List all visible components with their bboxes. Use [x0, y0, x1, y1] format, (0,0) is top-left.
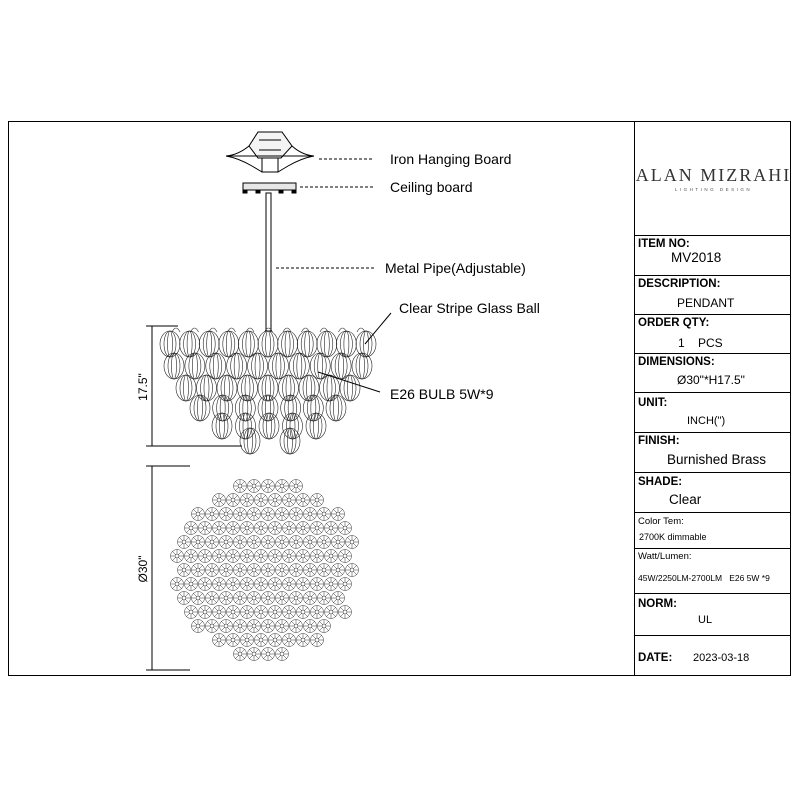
flower-rosette	[276, 564, 289, 577]
flower-rosette	[290, 564, 303, 577]
flower-rosette	[276, 620, 289, 633]
flower-rosette	[220, 508, 233, 521]
flower-rosette	[241, 606, 254, 619]
flower-rosette	[297, 522, 310, 535]
flower-rosette	[325, 550, 338, 563]
glass-ball	[340, 375, 360, 401]
flower-rosette	[234, 564, 247, 577]
order-qty-label: ORDER QTY:	[638, 317, 710, 329]
flower-rosette	[290, 480, 303, 493]
flower-rosette	[311, 522, 324, 535]
glass-ball	[279, 375, 299, 401]
norm-label: NORM:	[638, 598, 677, 610]
flower-rosette	[332, 536, 345, 549]
flower-rosette	[206, 592, 219, 605]
flower-rosette	[311, 606, 324, 619]
callout-metal-pipe: Metal Pipe(Adjustable)	[385, 260, 526, 276]
flower-rosette	[297, 494, 310, 507]
flower-rosette	[332, 564, 345, 577]
callout-ceiling-board: Ceiling board	[390, 179, 473, 195]
flower-rosette	[220, 620, 233, 633]
glass-ball	[259, 413, 279, 439]
flower-rosette	[318, 508, 331, 521]
norm-value: UL	[698, 614, 713, 626]
flower-rosette	[297, 578, 310, 591]
flower-rosette	[276, 508, 289, 521]
flower-rosette	[192, 508, 205, 521]
flower-rosette	[262, 480, 275, 493]
finish-row	[635, 432, 790, 473]
watt-lumen-label: Watt/Lumen:	[638, 551, 692, 562]
item-no-value: MV2018	[671, 250, 722, 265]
glass-ball	[258, 331, 278, 357]
order-qty-row	[635, 314, 790, 354]
flower-rosette	[269, 634, 282, 647]
flower-rosette	[199, 550, 212, 563]
brand-logo	[635, 121, 792, 235]
glass-ball	[160, 331, 180, 357]
glass-ball	[258, 395, 278, 421]
flower-rosette	[234, 536, 247, 549]
flower-rosette	[185, 550, 198, 563]
flower-rosette	[213, 550, 226, 563]
flower-rosette	[339, 550, 352, 563]
callout-iron-hanging-board: Iron Hanging Board	[390, 151, 512, 167]
flower-rosette	[255, 550, 268, 563]
callout-bulb: E26 BULB 5W*9	[390, 386, 494, 402]
flower-rosette	[248, 480, 261, 493]
flower-rosette	[304, 564, 317, 577]
flower-rosette	[255, 578, 268, 591]
flower-rosette	[213, 634, 226, 647]
flower-rosette	[248, 592, 261, 605]
glass-ball	[190, 395, 210, 421]
flower-rosette	[227, 634, 240, 647]
unit-row	[635, 392, 790, 433]
flower-rosette	[290, 508, 303, 521]
flower-rosette	[213, 494, 226, 507]
flower-rosette	[283, 606, 296, 619]
glass-ball	[240, 428, 260, 454]
flower-rosette	[346, 536, 359, 549]
flower-rosette	[276, 592, 289, 605]
flower-rosette	[248, 536, 261, 549]
flower-rosette	[311, 550, 324, 563]
dimensions-value: Ø30"*H17.5"	[677, 373, 745, 387]
flower-rosette	[262, 564, 275, 577]
flower-rosette	[234, 508, 247, 521]
flower-rosette	[248, 620, 261, 633]
flower-rosette	[192, 592, 205, 605]
glass-ball	[197, 375, 217, 401]
glass-ball	[268, 353, 288, 379]
flower-rosette	[220, 592, 233, 605]
flower-rosette	[241, 578, 254, 591]
flower-rosette	[339, 522, 352, 535]
flower-rosette	[283, 494, 296, 507]
flower-rosette	[318, 564, 331, 577]
flower-rosette	[248, 508, 261, 521]
flower-rosette	[255, 494, 268, 507]
flower-rosette	[325, 522, 338, 535]
flower-rosette	[206, 620, 219, 633]
flower-rosette	[339, 606, 352, 619]
flower-rosette	[192, 564, 205, 577]
glass-ball	[320, 375, 340, 401]
glass-ball	[299, 375, 319, 401]
flower-rosette	[227, 606, 240, 619]
flower-rosette	[234, 592, 247, 605]
flower-rosette	[255, 634, 268, 647]
flower-rosette	[262, 648, 275, 661]
metal-pipe	[266, 193, 271, 331]
flower-rosette	[227, 578, 240, 591]
shade-row	[635, 472, 790, 513]
flower-rosette	[213, 522, 226, 535]
flower-rosette	[283, 634, 296, 647]
flower-rosette	[297, 550, 310, 563]
norm-row	[635, 593, 790, 636]
glass-ball	[326, 395, 346, 421]
flower-rosette	[206, 508, 219, 521]
flower-rosette	[248, 564, 261, 577]
glass-ball	[227, 353, 247, 379]
flower-rosette	[269, 550, 282, 563]
watt-lumen-value: 45W/2250LM-2700LM E26 5W *9	[638, 573, 770, 583]
flower-rosette	[220, 536, 233, 549]
flower-rosette	[241, 550, 254, 563]
date-row	[635, 635, 790, 677]
flower-rosette	[297, 634, 310, 647]
flower-rosette	[213, 606, 226, 619]
flower-rosette	[241, 494, 254, 507]
flower-rosette	[290, 536, 303, 549]
flower-rosette	[346, 564, 359, 577]
flower-rosette	[283, 578, 296, 591]
description-value: PENDANT	[677, 296, 735, 310]
flower-rosette	[178, 592, 191, 605]
flower-rosette	[234, 480, 247, 493]
watt-lumen-row	[635, 548, 790, 594]
dimensions-row	[635, 353, 790, 393]
date-value: 2023-03-18	[693, 652, 750, 664]
flower-rosette	[255, 606, 268, 619]
flower-rosette	[290, 592, 303, 605]
glass-ball	[352, 353, 372, 379]
flower-rosette	[262, 592, 275, 605]
color-temp-value: 2700K dimmable	[639, 532, 707, 542]
flower-rosette	[269, 522, 282, 535]
flower-rosette	[283, 522, 296, 535]
flower-rosette	[234, 648, 247, 661]
flower-rosette	[304, 592, 317, 605]
flower-rosette	[255, 522, 268, 535]
flower-rosette	[241, 634, 254, 647]
flower-rosette	[185, 606, 198, 619]
flower-rosette	[290, 620, 303, 633]
flower-rosette	[269, 578, 282, 591]
flower-rosette	[227, 550, 240, 563]
callout-glass-ball: Clear Stripe Glass Ball	[399, 300, 540, 316]
flower-rosette	[276, 648, 289, 661]
flower-rosette	[304, 508, 317, 521]
flower-rosette	[185, 578, 198, 591]
flower-rosette	[192, 620, 205, 633]
flower-rosette	[262, 536, 275, 549]
glass-ball	[306, 413, 326, 439]
item-no-row	[635, 235, 790, 276]
unit-label: UNIT:	[638, 397, 668, 409]
flower-rosette	[269, 606, 282, 619]
flower-rosette	[213, 578, 226, 591]
flower-rosette	[304, 536, 317, 549]
flower-rosette	[318, 592, 331, 605]
unit-value: INCH(")	[687, 415, 726, 427]
flower-rosette	[332, 508, 345, 521]
flower-rosette	[311, 494, 324, 507]
flower-rosette	[311, 578, 324, 591]
flower-rosette	[325, 606, 338, 619]
flower-rosette	[199, 578, 212, 591]
finish-value: Burnished Brass	[667, 452, 767, 467]
iron-hanging-board	[226, 132, 314, 172]
flower-rosette	[178, 564, 191, 577]
item-no-label: ITEM NO:	[638, 238, 690, 250]
glass-ball	[176, 375, 196, 401]
flower-rosette	[276, 536, 289, 549]
glass-ball	[248, 353, 268, 379]
order-qty-value: 1 PCS	[678, 336, 723, 350]
date-label: DATE:	[638, 652, 673, 664]
flower-rosette	[318, 620, 331, 633]
brand-name: ALAN MIZRAHI	[635, 165, 792, 185]
flower-rosette	[185, 522, 198, 535]
flower-rosette	[199, 606, 212, 619]
flower-rosette	[171, 578, 184, 591]
glass-ball	[164, 353, 184, 379]
description-row	[635, 275, 790, 315]
glass-ball	[238, 375, 258, 401]
shade-label: SHADE:	[638, 476, 683, 488]
flower-rosette	[276, 480, 289, 493]
shade-value: Clear	[669, 492, 702, 507]
flower-rosette	[192, 536, 205, 549]
flower-rosette	[339, 578, 352, 591]
flower-rosette	[269, 494, 282, 507]
color-temp-row	[635, 512, 790, 549]
glass-ball	[217, 375, 237, 401]
flower-rosette	[199, 522, 212, 535]
title-block	[634, 121, 791, 676]
flower-rosette	[325, 578, 338, 591]
ceiling-board	[243, 183, 296, 193]
flower-rosette	[248, 648, 261, 661]
flower-rosette	[297, 606, 310, 619]
flower-rosette	[227, 522, 240, 535]
glass-ball-cluster	[160, 328, 376, 454]
brand-subtitle: LIGHTING DESIGN	[674, 187, 753, 192]
color-temp-label: Color Tem:	[638, 516, 684, 527]
flower-rosette	[206, 536, 219, 549]
flower-rosette	[220, 564, 233, 577]
description-label: DESCRIPTION:	[638, 278, 721, 290]
glass-ball	[212, 413, 232, 439]
flower-rosette	[234, 620, 247, 633]
flower-rosette	[332, 592, 345, 605]
flower-rosette	[311, 634, 324, 647]
flower-rosette	[241, 522, 254, 535]
flower-rosette	[206, 564, 219, 577]
flower-rosette	[262, 620, 275, 633]
flower-rosette	[318, 536, 331, 549]
flower-rosette	[227, 494, 240, 507]
glass-ball	[258, 375, 278, 401]
dimensions-label: DIMENSIONS:	[638, 356, 715, 368]
finish-label: FINISH:	[638, 435, 680, 447]
plan-view	[171, 480, 359, 661]
glass-ball	[289, 353, 309, 379]
flower-rosette	[283, 550, 296, 563]
flower-rosette	[178, 536, 191, 549]
glass-ball	[213, 395, 233, 421]
height-dimension-label: 17.5"	[136, 373, 150, 401]
diameter-dimension-label: Ø30"	[136, 555, 150, 583]
flower-rosette	[304, 620, 317, 633]
flower-rosette	[171, 550, 184, 563]
flower-rosette	[262, 508, 275, 521]
